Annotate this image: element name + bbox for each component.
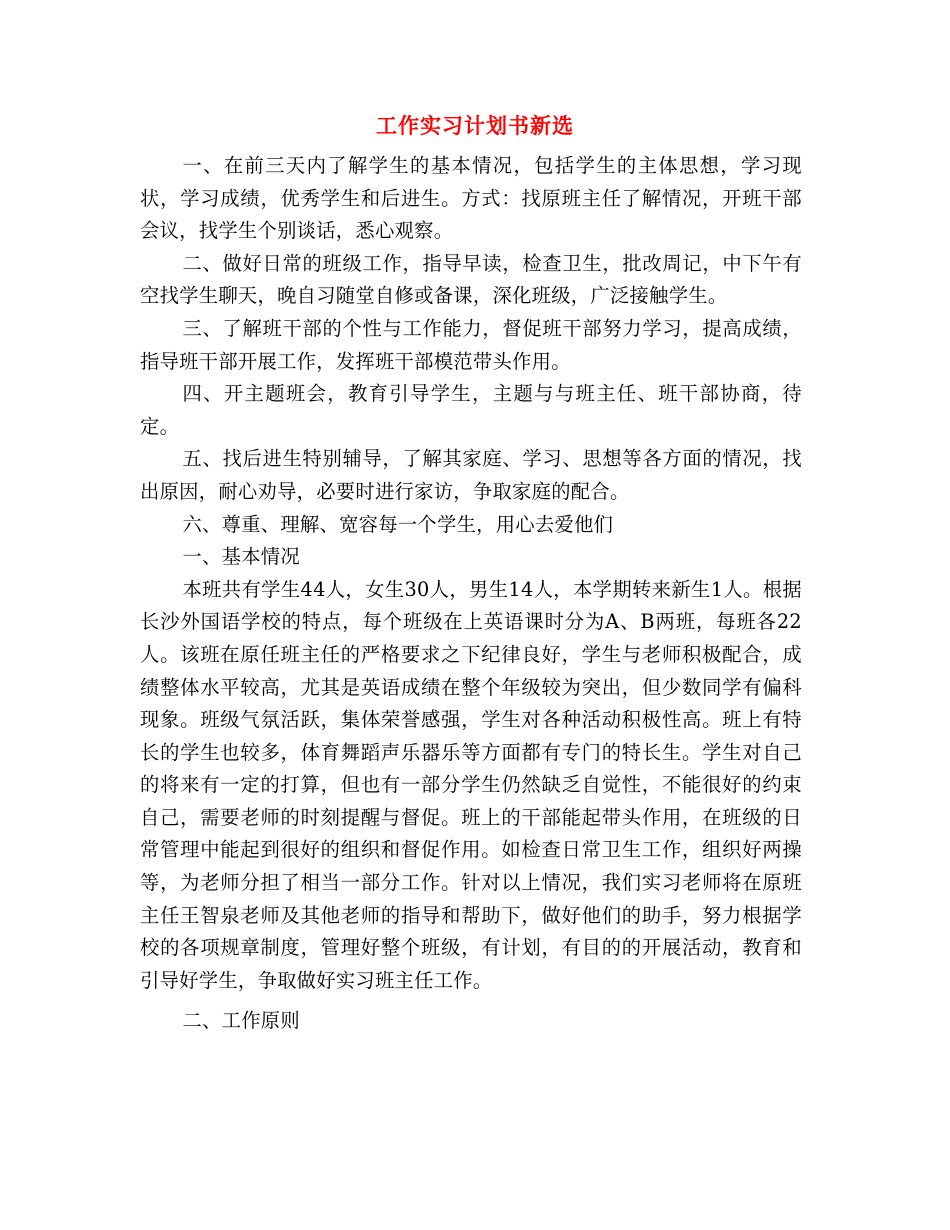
paragraph: 五、找后进生特别辅导，了解其家庭、学习、思想等各方面的情况，找出原因，耐心劝导，必要时进行家访，争取家庭的配合。 (140, 447, 802, 503)
paragraph: 一、在前三天内了解学生的基本情况，包括学生的主体思想，学习现状，学习成绩，优秀学生和后进生。方式：找原班主任了解情况，开班干部会议，找学生个别谈话，悉心观察。 (140, 154, 802, 243)
section-heading: 一、基本情况 (182, 545, 300, 569)
paragraph: 二、做好日常的班级工作，指导早读，检查卫生，批改周记，中下午有空找学生聊天，晚自习随堂自修或备课，深化班级，广泛接触学生。 (140, 251, 802, 308)
document-title: 工作实习计划书新选 (376, 113, 574, 138)
paragraph: 四、开主题班会，教育引导学生，主题与与班主任、班干部协商，待定。 (140, 382, 802, 438)
section-heading: 二、工作原则 (182, 1009, 300, 1033)
paragraph: 三、了解班干部的个性与工作能力，督促班干部努力学习，提高成绩，指导班干部开展工作，发挥班干部模范带头作用。 (140, 316, 802, 373)
paragraph: 六、尊重、理解、宽容每一个学生，用心去爱他们 (182, 512, 614, 536)
paragraph: 本班共有学生44人，女生30人，男生14人，本学期转来新生1人。根据长沙外国语学校的特点，每个班级在上英语课时分为A、B两班，每班各22人。该班在原任班主任的严格要求之下纪律良好，学生与老师积极配合，成绩整体水平较高，尤其是英语成绩在整个年级较为突出，但少数同学有偏科现象。班级气氛活跃，集体荣誉感强，学生对各种活动积极性高。班上有特长的学生也较多，体育舞蹈声乐器乐等方面都有专门的特长生。学生对自己的将来有一定的打算，但也有一部分学生仍然缺乏自觉性，不能很好的约束自己，需要老师的时刻提醒与督促。班上的干部能起带头作用，在班级的日常管理中能起到很好的组织和督促作用。如检查日常卫生工作，组织好两操等，为老师分担了相当一部分工作。针对以上情况，我们实习老师将在原班主任王智泉老师及其他老师的指导和帮助下，做好他们的助手，努力根据学校的各项规章制度，管理好整个班级，有计划，有目的的开展活动，教育和引导好学生，争取做好实习班主任工作。 (140, 577, 802, 992)
document-body (140, 150, 802, 1038)
